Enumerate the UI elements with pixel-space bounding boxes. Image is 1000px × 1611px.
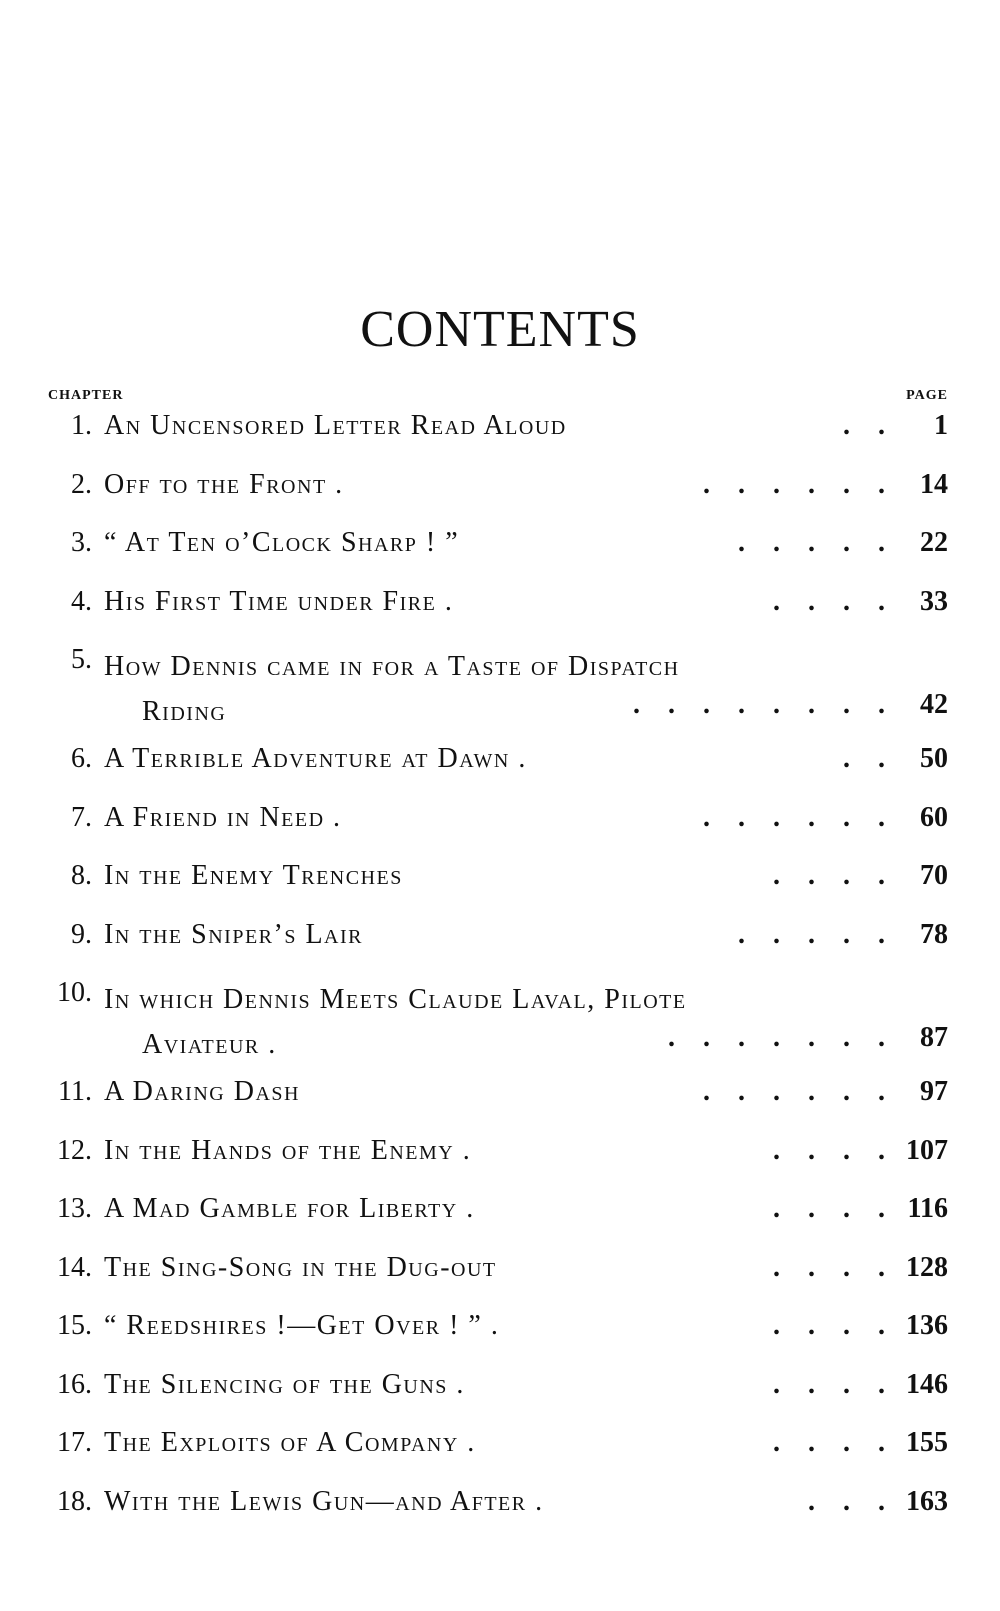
page-number: 42 [920, 689, 948, 720]
toc-entry [0, 1240, 1000, 1299]
chapter-title-continuation: Riding [142, 696, 227, 727]
chapter-title [104, 1369, 864, 1401]
page-number: 107 [906, 1134, 948, 1166]
chapter-title-text: The Silencing of the Guns . [104, 1368, 465, 1400]
page-number: 50 [920, 743, 948, 774]
chapter-number: 11. [58, 1076, 92, 1107]
chapter-title [104, 1427, 864, 1459]
chapter-title [104, 1252, 864, 1284]
chapter-title [104, 1193, 864, 1225]
toc-entry [0, 574, 1000, 633]
chapter-number: 8. [71, 860, 92, 891]
chapter-number: 13. [57, 1193, 92, 1224]
toc-entry [0, 1357, 1000, 1416]
dot-leader: . . . . [773, 1251, 885, 1283]
dot-leader: . . . . . [738, 918, 885, 950]
page-number: 155 [906, 1427, 948, 1458]
dot-leader: . . . . . . . . [633, 689, 885, 720]
page-number: 1 [934, 410, 948, 441]
chapter-title [104, 1486, 864, 1518]
page-number: 60 [920, 801, 948, 833]
toc-entry [0, 1181, 1000, 1240]
toc-entry [0, 1123, 1000, 1182]
page-number: 97 [920, 1076, 948, 1107]
chapter-number: 4. [71, 585, 92, 617]
chapter-title [104, 410, 864, 442]
chapter-title [104, 1135, 864, 1167]
page-number: 33 [920, 585, 948, 617]
chapter-number: 15. [57, 1310, 92, 1341]
toc-entry [0, 632, 1000, 731]
chapter-number: 18. [57, 1485, 92, 1517]
toc-entry [0, 965, 1000, 1064]
chapter-title-text: In which Dennis Meets Claude Laval, Pilote [104, 984, 687, 1015]
chapter-number: 6. [71, 743, 92, 774]
toc-entry [0, 907, 1000, 966]
chapter-title-text: A Daring Dash [104, 1076, 300, 1107]
chapter-number: 14. [57, 1251, 92, 1283]
chapter-number: 1. [71, 410, 92, 441]
toc-entry [0, 1298, 1000, 1357]
dot-leader: . . . . . . [703, 1076, 885, 1107]
chapter-title-text: An Uncensored Letter Read Aloud [104, 410, 567, 441]
toc-entry [0, 457, 1000, 516]
chapter-number: 7. [71, 801, 92, 833]
dot-leader: . . [843, 743, 885, 774]
dot-leader: . . . . [773, 585, 885, 617]
page-number: 78 [920, 918, 948, 950]
toc-entry [0, 515, 1000, 574]
dot-leader: . . . . [773, 1193, 885, 1224]
chapter-number: 17. [57, 1427, 92, 1458]
dot-leader: . . . . [773, 1310, 885, 1341]
page-number: 163 [906, 1485, 948, 1517]
toc-entry [0, 1474, 1000, 1533]
chapter-title-text: How Dennis came in for a Taste of Dispatch [104, 651, 680, 682]
chapter-number: 12. [57, 1134, 92, 1166]
page-column-label: PAGE [906, 388, 948, 403]
toc-entry [0, 848, 1000, 907]
chapter-title-text: With the Lewis Gun—and After . [104, 1485, 544, 1517]
chapter-number: 2. [71, 468, 92, 500]
page-number: 14 [920, 468, 948, 500]
chapter-title-text: A Friend in Need . [104, 801, 342, 833]
chapter-title-text: A Terrible Adventure at Dawn . [104, 743, 527, 774]
chapter-title-text: A Mad Gamble for Liberty . [104, 1193, 475, 1224]
dot-leader: . . . . [773, 1427, 885, 1458]
toc-entry [0, 790, 1000, 849]
dot-leader: . . . . . . . [668, 1022, 885, 1053]
chapter-title-text: His First Time under Fire . [104, 585, 454, 617]
page-number: 146 [906, 1368, 948, 1400]
chapter-title-text: The Sing-Song in the Dug-out [104, 1251, 497, 1283]
toc-entry [0, 398, 1000, 457]
chapter-number: 10. [57, 977, 92, 1008]
dot-leader: . . . . [773, 860, 885, 891]
page-title: CONTENTS [360, 301, 640, 358]
chapter-title-text: In the Sniper’s Lair [104, 918, 363, 950]
dot-leader: . . . . . . [703, 468, 885, 500]
chapter-title [104, 586, 864, 618]
chapter-title-text: “ Reedshires !—Get Over ! ” . [104, 1310, 500, 1341]
toc-entry [0, 731, 1000, 790]
page-number: 128 [906, 1251, 948, 1283]
page-number: 116 [907, 1193, 948, 1224]
page-number: 136 [906, 1310, 948, 1341]
chapter-title-text: In the Enemy Trenches [104, 860, 403, 891]
dot-leader: . . [843, 410, 885, 441]
chapter-number: 16. [57, 1368, 92, 1400]
chapter-number: 3. [71, 527, 92, 558]
page-number: 22 [920, 527, 948, 558]
page-number: 87 [920, 1022, 948, 1053]
chapter-title-text: The Exploits of A Company . [104, 1427, 476, 1458]
toc-entry [0, 1064, 1000, 1123]
table-of-contents [0, 398, 1000, 1532]
chapter-number: 5. [71, 644, 92, 675]
dot-leader: . . . . . [738, 527, 885, 558]
dot-leader: . . . . . . [703, 801, 885, 833]
chapter-title [104, 860, 864, 892]
chapter-column-label: CHAPTER [48, 388, 124, 403]
chapter-title-text: “ At Ten o’Clock Sharp ! ” [104, 527, 460, 558]
chapter-title-text: In the Hands of the Enemy . [104, 1134, 472, 1166]
chapter-number: 9. [71, 918, 92, 950]
chapter-title [104, 743, 864, 775]
toc-entry [0, 1415, 1000, 1474]
chapter-title-continuation: Aviateur . [142, 1029, 277, 1060]
dot-leader: . . . . [773, 1368, 885, 1400]
page-number: 70 [920, 860, 948, 891]
dot-leader: . . . [808, 1485, 885, 1517]
chapter-title [104, 1310, 864, 1342]
chapter-title-text: Off to the Front . [104, 468, 344, 500]
dot-leader: . . . . [773, 1134, 885, 1166]
